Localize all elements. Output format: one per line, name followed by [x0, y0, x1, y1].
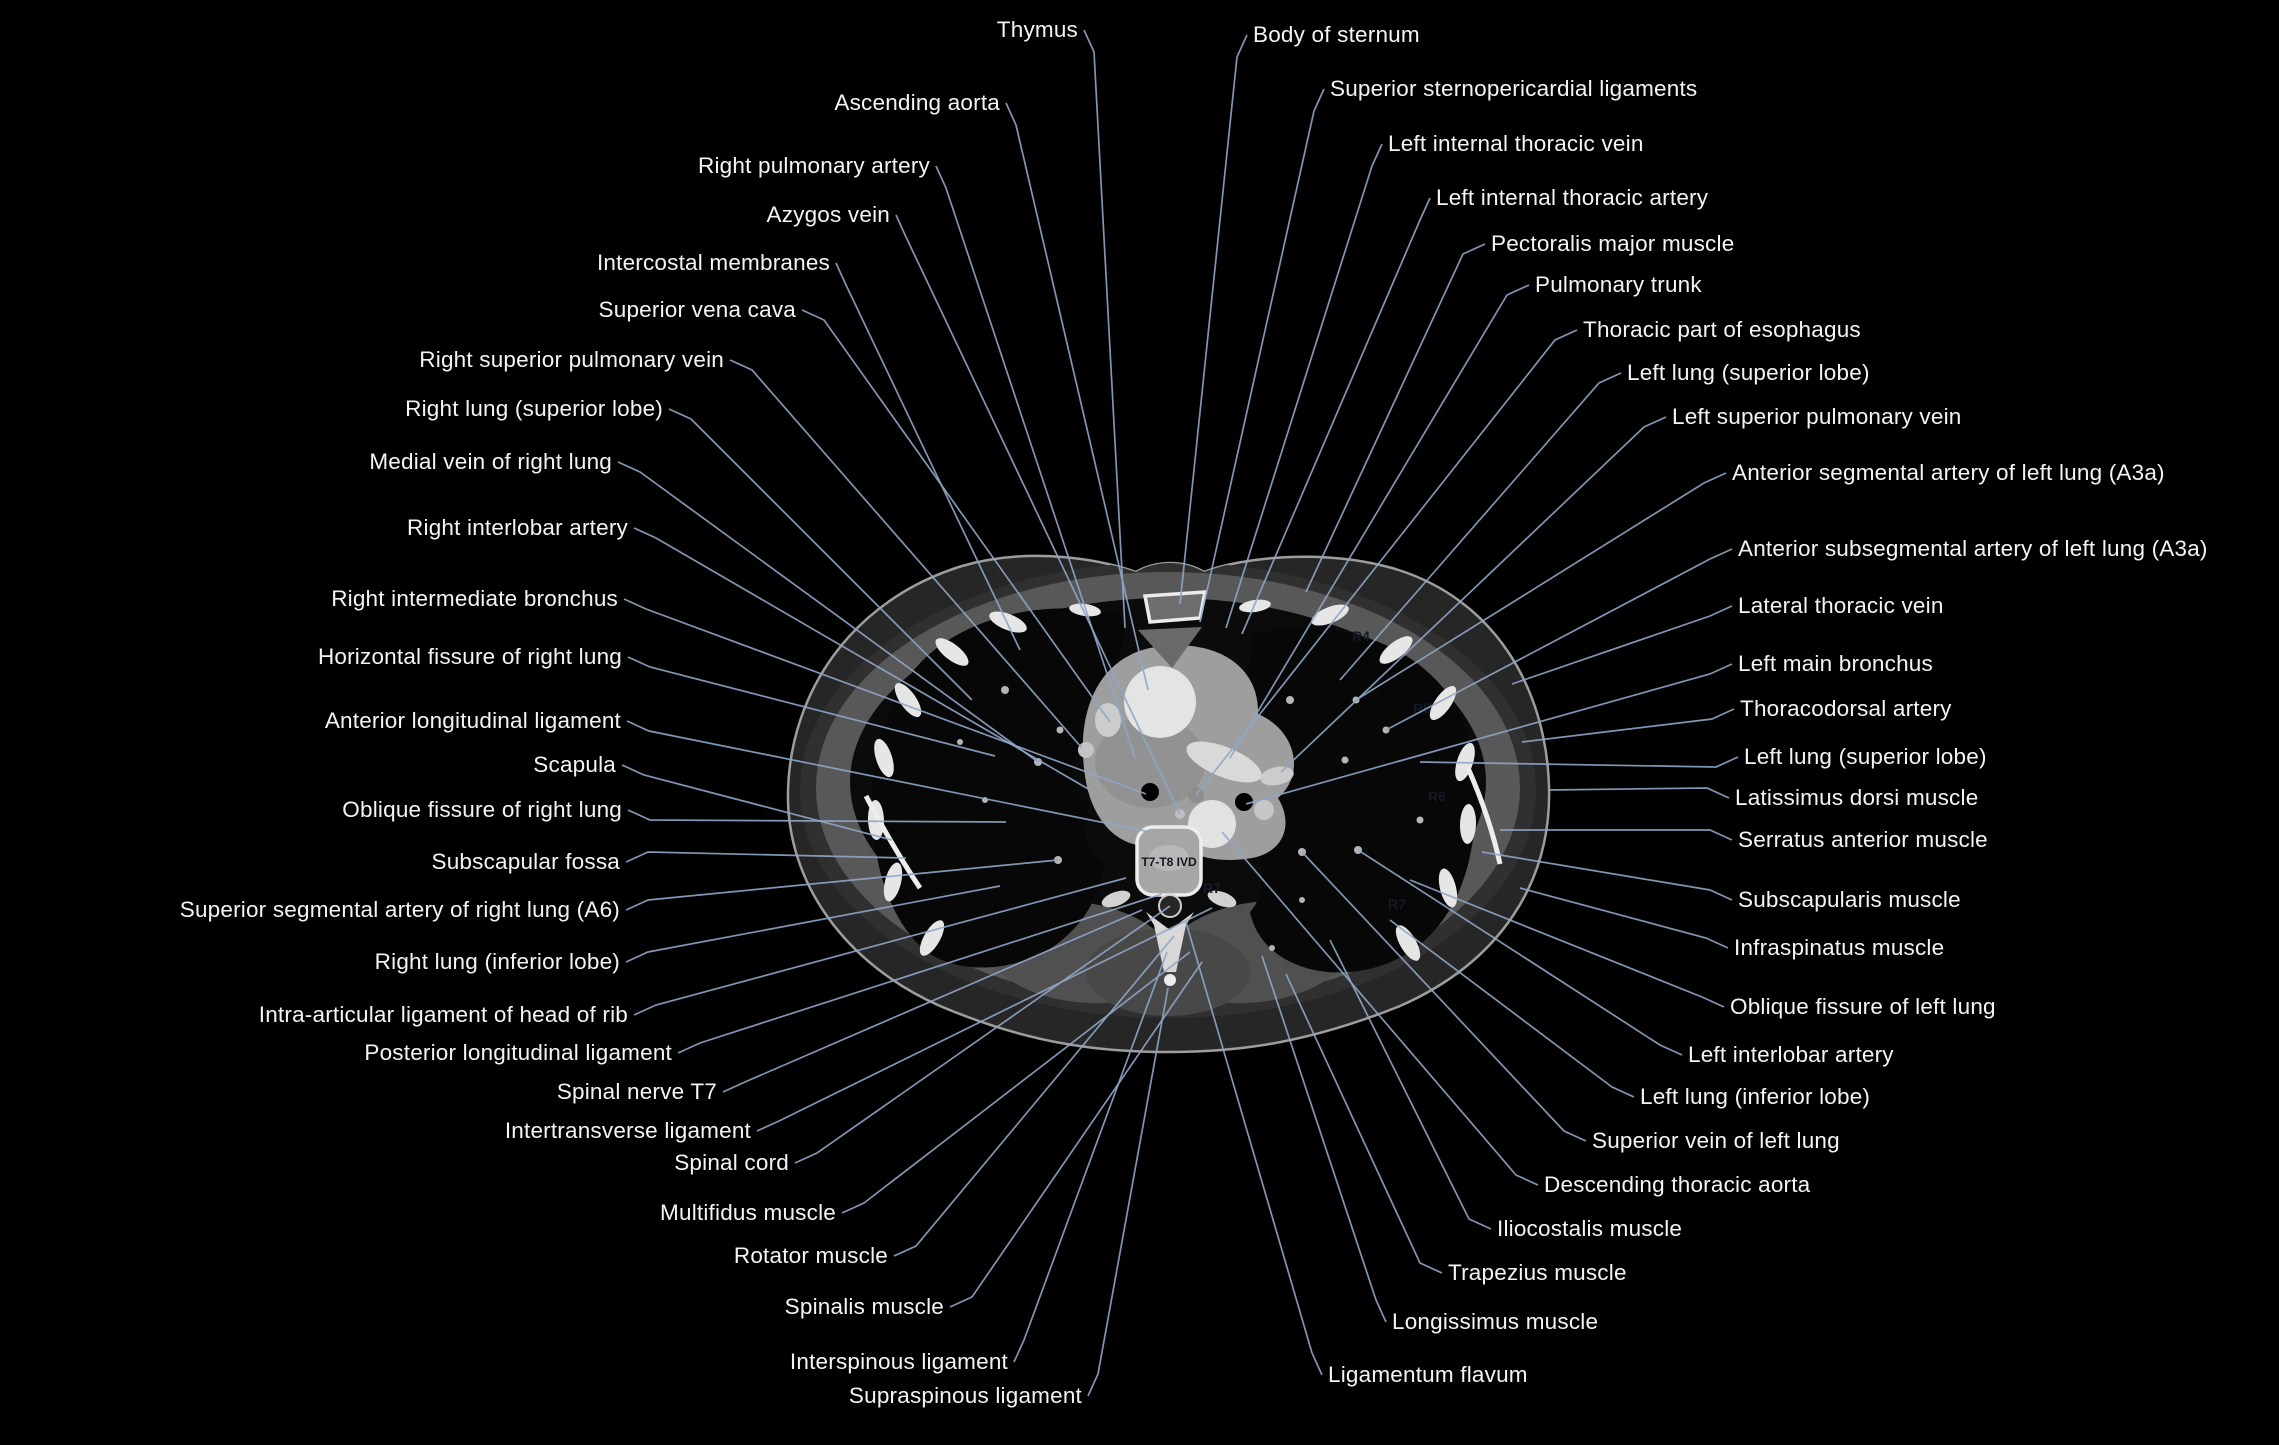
anatomy-label: Right interlobar artery [407, 515, 628, 540]
anatomy-label: Right superior pulmonary vein [419, 347, 724, 372]
leader-line [1084, 30, 1125, 628]
anatomy-label: Right lung (inferior lobe) [374, 949, 620, 974]
anatomy-label: Left internal thoracic artery [1436, 185, 1709, 210]
leader-line [1520, 888, 1728, 948]
anatomy-label: Multifidus muscle [660, 1200, 836, 1225]
rib-number-marker: R7 [1388, 896, 1406, 912]
right-superior-pulmonary-vein [1078, 742, 1094, 758]
anatomy-label: Horizontal fissure of right lung [317, 644, 622, 669]
anatomy-label: Descending thoracic aorta [1544, 1172, 1811, 1197]
anatomy-label: Anterior subsegmental artery of left lung (A3a) [1738, 536, 2208, 561]
anatomy-label: Azygos vein [766, 202, 890, 227]
anatomy-label: Trapezius muscle [1448, 1260, 1627, 1285]
sternum [1145, 592, 1205, 622]
anatomy-label: Spinal nerve T7 [556, 1079, 717, 1104]
anatomy-label: Intra-articular ligament of head of rib [258, 1002, 628, 1027]
anatomy-label: Left internal thoracic vein [1388, 131, 1644, 156]
anatomy-label: Superior sternopericardial ligaments [1330, 76, 1698, 101]
leader-line [1512, 606, 1732, 684]
anatomy-label: Ascending aorta [834, 90, 1000, 115]
rib-number-marker: R7 [1203, 880, 1221, 896]
anatomy-label: Latissimus dorsi muscle [1735, 785, 1979, 810]
anatomy-label: Thymus [996, 17, 1078, 42]
anatomy-label: Thoracodorsal artery [1740, 696, 1952, 721]
anatomy-label: Pectoralis major muscle [1491, 231, 1735, 256]
anatomy-label: Superior segmental artery of right lung (A6) [179, 897, 620, 922]
anatomy-label: Left lung (inferior lobe) [1640, 1084, 1871, 1109]
rib-number-marker: R6 [1428, 788, 1446, 804]
leader-line [1226, 144, 1382, 628]
anatomy-label: Pulmonary trunk [1535, 272, 1702, 297]
anatomy-label: Medial vein of right lung [369, 449, 612, 474]
anatomy-label: Intercostal membranes [596, 250, 830, 275]
anatomy-label: Anterior longitudinal ligament [324, 708, 621, 733]
leader-line [1306, 244, 1485, 592]
anatomy-label: Supraspinous ligament [848, 1383, 1082, 1408]
anatomy-label: Scapula [533, 752, 616, 777]
anatomy-label: Left main bronchus [1738, 651, 1933, 676]
anatomy-label: Rotator muscle [733, 1243, 888, 1268]
anatomy-label: Left lung (superior lobe) [1627, 360, 1870, 385]
anatomy-label: Anterior segmental artery of left lung (A3a) [1732, 460, 2165, 485]
anatomy-label: Ligamentum flavum [1328, 1362, 1528, 1387]
anatomy-label: Left superior pulmonary vein [1672, 404, 1962, 429]
ascending-aorta [1124, 666, 1196, 738]
anatomy-label: Superior vein of left lung [1592, 1128, 1840, 1153]
rib-number-marker: R5 [1413, 700, 1431, 716]
anatomy-label: Interspinous ligament [789, 1349, 1008, 1374]
leader-line [1548, 788, 1729, 798]
anatomy-label: Left interlobar artery [1688, 1042, 1894, 1067]
leader-line [1200, 89, 1324, 622]
anatomy-label: Spinal cord [674, 1150, 789, 1175]
anatomy-label: Infraspinatus muscle [1734, 935, 1945, 960]
anatomy-label: Oblique fissure of left lung [1730, 994, 1996, 1019]
anatomy-label: Left lung (superior lobe) [1744, 744, 1987, 769]
anatomy-label: Posterior longitudinal ligament [364, 1040, 672, 1065]
right-bronchus [1141, 783, 1159, 801]
anatomy-label: Superior vena cava [598, 297, 796, 322]
anatomy-label: Lateral thoracic vein [1738, 593, 1944, 618]
rib-number-marker: R4 [1352, 628, 1370, 644]
anatomy-label: Subscapular fossa [431, 849, 620, 874]
anatomy-label: Body of sternum [1253, 22, 1420, 47]
anatomy-label: Longissimus muscle [1392, 1309, 1599, 1334]
leader-line [1180, 35, 1247, 604]
anatomy-label: Right intermediate bronchus [331, 586, 618, 611]
anatomy-label: Intertransverse ligament [504, 1118, 751, 1143]
anatomy-label: Oblique fissure of right lung [342, 797, 622, 822]
anatomy-label: Subscapularis muscle [1738, 887, 1961, 912]
anatomy-label: Thoracic part of esophagus [1583, 317, 1861, 342]
anatomy-label: Right lung (superior lobe) [405, 396, 663, 421]
leader-line [1522, 709, 1734, 742]
anatomy-label: Spinalis muscle [784, 1294, 944, 1319]
vertebra-level-marker: T7-T8 IVD [1141, 855, 1197, 869]
anatomy-label: Serratus anterior muscle [1738, 827, 1988, 852]
anatomy-label: Iliocostalis muscle [1497, 1216, 1683, 1241]
anatomy-label: Right pulmonary artery [698, 153, 930, 178]
